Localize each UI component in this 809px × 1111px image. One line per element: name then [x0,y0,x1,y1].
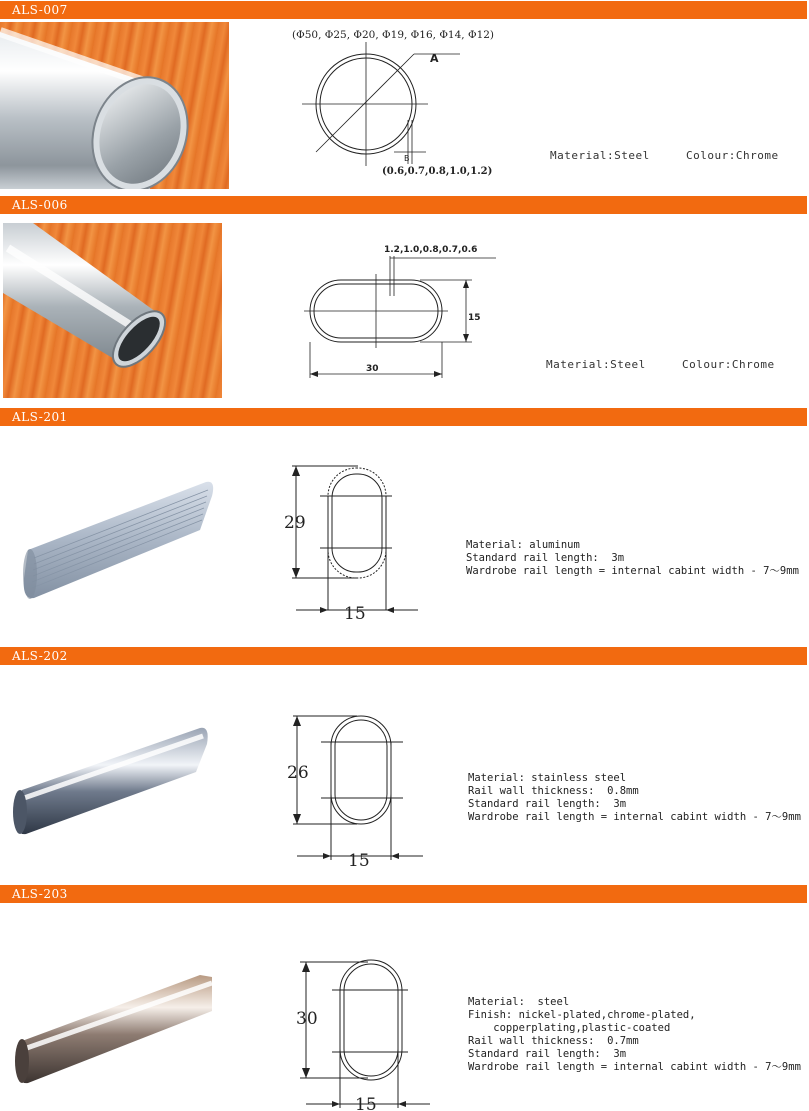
spec-list [468,996,801,1074]
colour-label: Colour:Chrome [682,358,775,371]
product-photo-oval-tube [3,223,222,398]
section-header-als-006 [0,196,807,214]
section-header-als-201 [0,408,807,426]
height-label: 15 [468,313,481,323]
height-label: 30 [296,1009,318,1029]
round-tube-icon [0,22,229,189]
width-label: 15 [348,851,370,870]
oval-tube-icon [3,223,222,398]
product-photo-round-tube [0,22,229,189]
height-label: 29 [284,513,306,533]
spec-line: Finish: nickel-plated,chrome-plated, [468,1009,696,1021]
spec-list [468,772,801,824]
oval-tube-drawing [300,238,500,383]
product-photo-aluminum-rail [0,448,244,614]
spec-list [466,539,799,578]
spec-line: Rail wall thickness: 0.8mm [468,785,639,797]
section-header-als-007 [0,1,807,19]
aluminum-rail-icon [0,448,244,614]
product-photo-stainless-rail [0,678,224,856]
steel-rail-icon [0,955,212,1111]
spec-line: copperplating,plastic-coated [468,1022,671,1034]
stainless-rail-icon [0,678,224,856]
spec-line: Material: aluminum [466,539,580,551]
width-label: 15 [344,604,366,622]
colour-label: Colour:Chrome [686,149,779,162]
section-code: ALS-007 [12,3,68,17]
section-code: ALS-201 [12,410,68,424]
spec-line: Standard rail length: 3m [468,1048,627,1060]
section-code: ALS-006 [12,198,68,212]
material-label: Material:Steel [546,358,646,371]
spec-line: Rail wall thickness: 0.7mm [468,1035,639,1047]
thickness-options: (0.6,0.7,0.8,1.0,1.2) [382,166,493,177]
round-tube-drawing [290,24,540,180]
section-code: ALS-202 [12,649,68,663]
aluminum-rail-drawing [280,460,425,622]
width-label: 15 [355,1095,377,1111]
stainless-rail-drawing [285,710,430,870]
material-label: Material:Steel [550,149,650,162]
steel-rail-drawing [292,954,437,1111]
section-header-als-203 [0,885,807,903]
thickness-options: 1.2,1.0,0.8,0.7,0.6 [384,245,478,255]
spec-line: Material: stainless steel [468,772,627,784]
width-label: 30 [366,364,379,374]
product-photo-steel-rail [0,955,212,1111]
spec-line: Standard rail length: 3m [466,552,625,564]
height-label: 26 [287,763,309,783]
section-code: ALS-203 [12,887,68,901]
spec-line: Material: steel [468,996,570,1008]
spec-line: Standard rail length: 3m [468,798,627,810]
spec-line: Wardrobe rail length = internal cabint width - 7～9mm [466,565,799,577]
spec-line: Wardrobe rail length = internal cabint width - 7～9mm [468,1061,801,1073]
section-header-als-202 [0,647,807,665]
diameter-options: (Φ50, Φ25, Φ20, Φ19, Φ16, Φ14, Φ12) [292,29,495,41]
label-a: A [430,52,439,65]
label-b: B [404,154,410,163]
spec-line: Wardrobe rail length = internal cabint width - 7～9mm [468,811,801,823]
